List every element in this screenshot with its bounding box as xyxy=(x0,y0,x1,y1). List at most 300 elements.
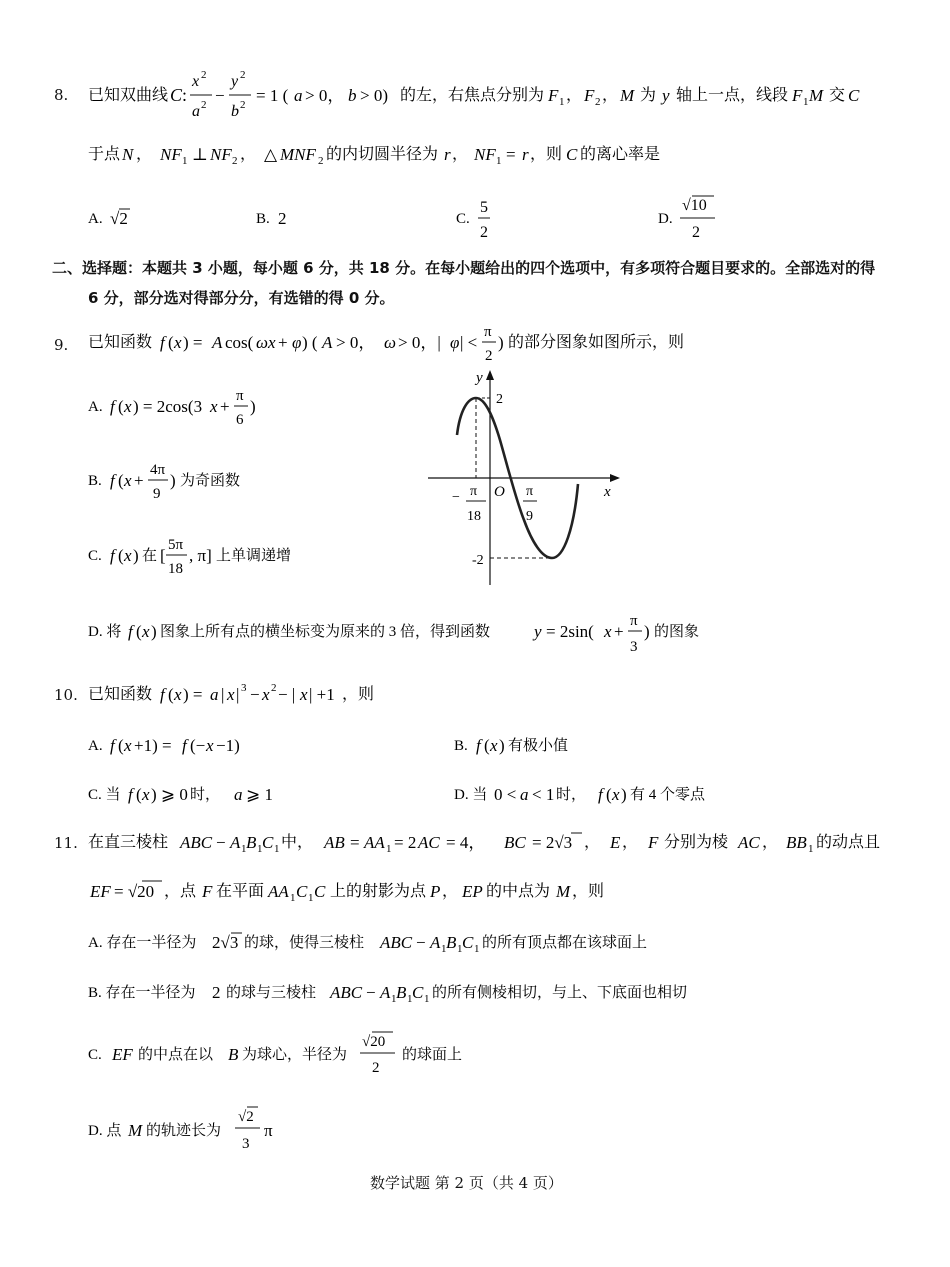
svg-text:的图象: 的图象 xyxy=(654,624,700,640)
svg-text:AA: AA xyxy=(364,833,385,852)
svg-text:F: F xyxy=(548,86,559,105)
svg-text:，: ， xyxy=(442,883,459,900)
svg-text:x: x xyxy=(210,397,218,416)
q11-option-b xyxy=(88,976,768,1012)
svg-text:C: C xyxy=(296,882,308,901)
svg-text:− |: − | xyxy=(278,685,296,704)
svg-text:5: 5 xyxy=(480,199,488,216)
svg-text:的部分图象如图所示，则: 的部分图象如图所示，则 xyxy=(508,334,685,351)
svg-text:E: E xyxy=(610,833,621,852)
svg-text:1: 1 xyxy=(386,843,392,855)
svg-text:): ) xyxy=(250,397,256,416)
svg-text:⊥: ⊥ xyxy=(192,145,208,164)
svg-text:N: N xyxy=(122,145,134,164)
svg-text:x: x xyxy=(206,736,214,755)
svg-text:π: π xyxy=(470,484,478,499)
svg-text:的球，使得三棱柱: 的球，使得三棱柱 xyxy=(244,935,365,951)
svg-text:C.: C. xyxy=(88,548,102,564)
svg-text:1: 1 xyxy=(424,993,430,1005)
svg-text:< 1: < 1 xyxy=(532,785,555,804)
svg-text:9: 9 xyxy=(526,509,533,524)
q9-option-a-formula xyxy=(88,384,308,432)
svg-text:D. 当: D. 当 xyxy=(454,787,488,803)
svg-text:x: x xyxy=(124,736,132,755)
section2-line2: 6 分，部分选对得部分分，有选错的得 0 分。 xyxy=(88,289,395,307)
q8-line1-formula xyxy=(88,66,888,128)
svg-text:= 1 (: = 1 ( xyxy=(256,86,289,105)
svg-text:M: M xyxy=(556,882,571,901)
svg-text:π: π xyxy=(484,324,492,340)
svg-text:，: ， xyxy=(584,834,601,851)
svg-text:+: + xyxy=(614,622,624,641)
svg-text:) ⩾ 0: ) ⩾ 0 xyxy=(151,785,188,804)
svg-text:+: + xyxy=(134,471,144,490)
svg-text:2: 2 xyxy=(692,224,700,241)
svg-text:2: 2 xyxy=(595,96,601,108)
svg-text:(: ( xyxy=(168,333,174,352)
q11-option-d-formula xyxy=(88,1100,348,1156)
svg-text:18: 18 xyxy=(467,509,481,524)
svg-text:MNF: MNF xyxy=(280,145,316,164)
svg-text:AB: AB xyxy=(324,833,345,852)
svg-text:−: − xyxy=(250,685,260,704)
svg-text:φ: φ xyxy=(292,333,302,352)
svg-text:为: 为 xyxy=(640,87,657,104)
x-tick-left xyxy=(452,484,486,524)
svg-text:ABC: ABC xyxy=(380,933,413,952)
svg-text:F: F xyxy=(648,833,659,852)
svg-text:已知函数: 已知函数 xyxy=(88,686,153,703)
svg-text:的中点为: 的中点为 xyxy=(486,883,551,900)
svg-text:2: 2 xyxy=(318,155,324,167)
q10-options-row1 xyxy=(88,730,768,764)
svg-text:1: 1 xyxy=(241,843,247,855)
q11-option-b-formula xyxy=(88,976,768,1008)
svg-text:1: 1 xyxy=(496,155,502,167)
svg-text:(: ( xyxy=(606,785,612,804)
svg-text:在平面: 在平面 xyxy=(216,883,265,900)
svg-text:x: x xyxy=(192,73,200,90)
svg-text:中，: 中， xyxy=(281,834,314,851)
svg-text:有极小值: 有极小值 xyxy=(508,738,569,754)
svg-text:1: 1 xyxy=(474,943,480,955)
svg-text:B: B xyxy=(246,833,257,852)
svg-text:2: 2 xyxy=(201,69,207,81)
svg-text:x: x xyxy=(490,736,498,755)
svg-text:1: 1 xyxy=(808,843,814,855)
svg-text:有 4 个零点: 有 4 个零点 xyxy=(630,787,706,803)
svg-text:D. 点: D. 点 xyxy=(88,1123,122,1139)
svg-text:，: ， xyxy=(602,87,619,104)
svg-text:BB: BB xyxy=(786,833,807,852)
y-min-label: -2 xyxy=(472,553,484,568)
svg-text:时，: 时， xyxy=(190,787,221,803)
svg-text:|: | xyxy=(236,685,240,704)
svg-text:(: ( xyxy=(118,397,124,416)
svg-text:EF: EF xyxy=(112,1045,133,1064)
svg-text:EP: EP xyxy=(462,882,483,901)
svg-text:B: B xyxy=(396,983,407,1002)
svg-text:=: = xyxy=(506,145,516,164)
svg-text:A: A xyxy=(430,933,441,952)
svg-text:= 2: = 2 xyxy=(394,833,417,852)
svg-text:2: 2 xyxy=(212,983,221,1002)
svg-text:，: ， xyxy=(452,146,469,163)
svg-text:NF: NF xyxy=(160,145,182,164)
q11-line1 xyxy=(88,826,908,862)
svg-text:= 4，: = 4， xyxy=(446,833,486,852)
svg-text:ω: ω xyxy=(384,333,397,352)
q11-number: 11. xyxy=(54,834,78,852)
svg-text:√2: √2 xyxy=(110,209,128,228)
origin-label: O xyxy=(494,484,505,500)
svg-text:> 0，: > 0， xyxy=(305,86,345,105)
svg-text:M: M xyxy=(809,86,824,105)
q10-stem-formula xyxy=(88,678,508,708)
svg-text:C: C xyxy=(314,882,326,901)
svg-text:a: a xyxy=(234,785,243,804)
svg-text:π: π xyxy=(526,484,534,499)
svg-text:交: 交 xyxy=(829,87,846,104)
svg-text:A: A xyxy=(212,333,223,352)
svg-text:上的射影为点: 上的射影为点 xyxy=(330,883,427,900)
svg-text:, π]: , π] xyxy=(189,546,212,565)
svg-text:= √20: = √20 xyxy=(114,882,155,901)
svg-text:1: 1 xyxy=(182,155,188,167)
svg-text:f: f xyxy=(160,685,165,704)
svg-text:已知双曲线: 已知双曲线 xyxy=(88,87,169,104)
svg-text:φ: φ xyxy=(450,333,460,352)
q11-line1-formula xyxy=(88,826,908,858)
svg-text:AC: AC xyxy=(738,833,760,852)
svg-text:1: 1 xyxy=(559,96,565,108)
q10-stem xyxy=(88,678,508,712)
svg-text:，: ， xyxy=(136,146,153,163)
svg-text:轴上一点，线段: 轴上一点，线段 xyxy=(676,87,789,104)
svg-text:的离心率是: 的离心率是 xyxy=(580,146,661,163)
svg-text:f: f xyxy=(128,785,133,804)
svg-text:(: ( xyxy=(136,785,142,804)
svg-text:2: 2 xyxy=(278,209,287,228)
svg-text:的所有顶点都在该球面上: 的所有顶点都在该球面上 xyxy=(482,935,648,951)
q9-graph xyxy=(424,360,634,594)
svg-text:√20: √20 xyxy=(362,1034,386,1050)
svg-text:+: + xyxy=(220,397,230,416)
svg-text:ABC: ABC xyxy=(180,833,213,852)
q10-options-row1-formula xyxy=(88,730,768,760)
svg-text:C.: C. xyxy=(456,211,470,227)
svg-text:A.: A. xyxy=(88,399,103,415)
svg-text:f: f xyxy=(110,397,115,416)
svg-text:5π: 5π xyxy=(168,537,184,553)
svg-text:分别为棱: 分别为棱 xyxy=(664,834,729,851)
svg-text:1: 1 xyxy=(308,892,314,904)
svg-text:1: 1 xyxy=(290,892,296,904)
svg-text:f: f xyxy=(182,736,187,755)
svg-text:A. 存在一半径为: A. 存在一半径为 xyxy=(88,935,197,951)
y-max-label: 2 xyxy=(496,392,503,407)
svg-text:AC: AC xyxy=(418,833,440,852)
svg-text:f: f xyxy=(160,333,165,352)
svg-text:2: 2 xyxy=(372,1060,380,1076)
q8-options xyxy=(88,190,788,250)
svg-text:BC: BC xyxy=(504,833,526,852)
svg-text:的所有侧棱相切，与上、下底面也相切: 的所有侧棱相切，与上、下底面也相切 xyxy=(432,985,688,1001)
svg-text:) =: ) = xyxy=(183,685,203,704)
svg-text:): ) xyxy=(133,546,139,565)
svg-text:x: x xyxy=(174,685,182,704)
svg-text:C: C xyxy=(170,85,183,105)
svg-text:−: − xyxy=(216,833,226,852)
svg-text:−: − xyxy=(366,983,376,1002)
q9-stem xyxy=(88,318,738,374)
svg-text:f: f xyxy=(476,736,481,755)
q10-options-row2-formula xyxy=(88,779,788,809)
svg-text:B.: B. xyxy=(454,738,468,754)
svg-text:(: ( xyxy=(118,471,124,490)
q8-number: 8. xyxy=(54,86,69,104)
q9-option-c-formula xyxy=(88,530,338,580)
svg-text:+1) =: +1) = xyxy=(134,736,172,755)
svg-text:C: C xyxy=(412,983,424,1002)
svg-text:x: x xyxy=(124,546,132,565)
svg-text:ωx: ωx xyxy=(256,333,276,352)
svg-text:x: x xyxy=(300,685,308,704)
q9-option-a xyxy=(88,384,308,436)
svg-text:EF: EF xyxy=(90,882,111,901)
svg-text:A: A xyxy=(322,333,333,352)
q8-line2 xyxy=(88,140,788,172)
svg-text:2: 2 xyxy=(240,99,246,111)
svg-text:√2: √2 xyxy=(238,1109,254,1125)
svg-text:x: x xyxy=(227,685,235,704)
svg-text:−1): −1) xyxy=(216,736,240,755)
svg-text:f: f xyxy=(598,785,603,804)
svg-text:−: − xyxy=(452,490,460,505)
svg-text:A.: A. xyxy=(88,211,103,227)
svg-text:时，: 时， xyxy=(556,787,587,803)
svg-text:C: C xyxy=(462,933,474,952)
x-axis-label: x xyxy=(604,484,611,500)
svg-text:2: 2 xyxy=(232,155,238,167)
svg-text:x: x xyxy=(174,333,182,352)
svg-text:A: A xyxy=(230,833,241,852)
svg-text:r: r xyxy=(444,145,451,164)
q9-stem-formula xyxy=(88,318,738,370)
svg-text:y: y xyxy=(231,73,239,90)
svg-text:D.: D. xyxy=(658,211,673,227)
svg-text:a: a xyxy=(210,685,219,704)
svg-text:F: F xyxy=(202,882,213,901)
q8-line1 xyxy=(88,66,888,132)
svg-text:) = 2cos(3: ) = 2cos(3 xyxy=(133,397,203,416)
svg-text:NF: NF xyxy=(210,145,232,164)
svg-text:，则: ，则 xyxy=(342,686,375,703)
svg-text:0 <: 0 < xyxy=(494,785,517,804)
svg-text:⩾ 1: ⩾ 1 xyxy=(246,785,273,804)
svg-text:| <: | < xyxy=(460,333,478,352)
svg-text:−: − xyxy=(215,86,225,105)
svg-text:的球与三棱柱: 的球与三棱柱 xyxy=(226,985,317,1001)
svg-text:(: ( xyxy=(484,736,490,755)
svg-text:，: ， xyxy=(566,87,583,104)
svg-text:f: f xyxy=(128,622,133,641)
svg-text:NF: NF xyxy=(474,145,496,164)
svg-text:于点: 于点 xyxy=(88,146,121,163)
svg-text:a: a xyxy=(192,103,200,120)
svg-text:B.: B. xyxy=(256,211,270,227)
svg-text:= 2sin(: = 2sin( xyxy=(546,622,594,641)
q9-option-d xyxy=(88,606,728,662)
q9-option-b xyxy=(88,456,308,510)
svg-text:): ) xyxy=(499,736,505,755)
svg-text:| +1: | +1 xyxy=(309,685,335,704)
svg-text:f: f xyxy=(110,736,115,755)
svg-text:的中点在以: 的中点在以 xyxy=(138,1047,214,1063)
svg-text:3: 3 xyxy=(241,682,247,694)
svg-text:2: 2 xyxy=(480,224,488,241)
q9-number: 9. xyxy=(54,336,69,354)
svg-text:): ) xyxy=(498,333,504,352)
svg-text:b: b xyxy=(348,86,357,105)
svg-text:> 0): > 0) xyxy=(360,86,388,105)
svg-text:C. 当: C. 当 xyxy=(88,787,121,803)
svg-text:B. 存在一半径为: B. 存在一半径为 xyxy=(88,985,196,1001)
svg-text:，则: ，则 xyxy=(530,146,563,163)
svg-text:18: 18 xyxy=(168,561,183,577)
page-footer: 数学试题 第 2 页（共 4 页） xyxy=(370,1174,563,1192)
y-axis-label: y xyxy=(476,370,483,386)
q9-option-c xyxy=(88,530,338,584)
svg-text:上单调递增: 上单调递增 xyxy=(216,548,292,564)
svg-text:> 0，: > 0， xyxy=(336,333,376,352)
svg-text:1: 1 xyxy=(274,843,280,855)
svg-text:cos(: cos( xyxy=(225,333,254,352)
svg-text:C: C xyxy=(262,833,274,852)
q11-option-c-formula xyxy=(88,1026,548,1080)
svg-text:3: 3 xyxy=(630,639,638,655)
svg-text:f: f xyxy=(110,471,115,490)
svg-text:b: b xyxy=(231,103,239,120)
svg-text:|: | xyxy=(221,685,225,704)
svg-text:1: 1 xyxy=(257,843,263,855)
svg-text:，点: ，点 xyxy=(164,883,197,900)
svg-text:C.: C. xyxy=(88,1047,102,1063)
svg-text:): ) xyxy=(151,622,157,641)
svg-text:1: 1 xyxy=(441,943,447,955)
svg-text:x: x xyxy=(124,471,132,490)
svg-text:y: y xyxy=(662,86,670,105)
q9-option-b-formula xyxy=(88,456,308,506)
svg-text:(: ( xyxy=(136,622,142,641)
svg-text:的动点且: 的动点且 xyxy=(816,834,881,851)
q11-option-d xyxy=(88,1100,348,1160)
q11-line2-formula xyxy=(88,872,768,908)
svg-text:C: C xyxy=(848,86,860,105)
svg-text:(: ( xyxy=(118,546,124,565)
svg-text:2: 2 xyxy=(201,99,207,111)
svg-text:为球心，半径为: 为球心，半径为 xyxy=(242,1047,348,1063)
svg-text:1: 1 xyxy=(803,96,809,108)
svg-text:π: π xyxy=(236,388,244,404)
svg-text:3: 3 xyxy=(242,1136,250,1152)
svg-text:A: A xyxy=(380,983,391,1002)
svg-text:[: [ xyxy=(160,546,166,565)
svg-text:C: C xyxy=(566,145,578,164)
svg-text:已知函数: 已知函数 xyxy=(88,334,153,351)
svg-text:): ) xyxy=(644,622,650,641)
svg-text:，: ， xyxy=(240,146,257,163)
svg-text:π: π xyxy=(630,613,638,629)
q11-option-a-formula xyxy=(88,926,728,958)
svg-text:r: r xyxy=(522,145,529,164)
svg-text:= 2√3: = 2√3 xyxy=(532,833,573,852)
svg-text:) (: ) ( xyxy=(302,333,318,352)
section2-line1: 二、选择题：本题共 3 小题，每小题 6 分，共 18 分。在每小题给出的四个选项中，有多项符合题目要求的。全部选对的得 xyxy=(52,259,876,277)
svg-text:的内切圆半径为: 的内切圆半径为 xyxy=(326,146,439,163)
svg-text:9: 9 xyxy=(153,486,161,502)
svg-text:B: B xyxy=(446,933,457,952)
svg-text:(: ( xyxy=(118,736,124,755)
svg-text:为奇函数: 为奇函数 xyxy=(180,473,241,489)
q10-options-row2 xyxy=(88,779,788,813)
svg-text:√10: √10 xyxy=(682,197,707,214)
svg-text:2√3: 2√3 xyxy=(212,933,239,952)
svg-text:的轨迹长为: 的轨迹长为 xyxy=(146,1123,222,1139)
svg-text:P: P xyxy=(430,882,441,901)
svg-text:的左，右焦点分别为: 的左，右焦点分别为 xyxy=(400,87,545,104)
q11-option-a xyxy=(88,926,728,962)
svg-text:AA: AA xyxy=(268,882,289,901)
svg-text:f: f xyxy=(110,546,115,565)
svg-text:(: ( xyxy=(168,685,174,704)
svg-text:M: M xyxy=(128,1121,143,1140)
svg-text:F: F xyxy=(792,86,803,105)
svg-text:): ) xyxy=(170,471,176,490)
svg-text:−: − xyxy=(416,933,426,952)
y-axis-arrow xyxy=(486,370,494,380)
svg-text:，则: ，则 xyxy=(572,883,605,900)
svg-text:2: 2 xyxy=(240,69,246,81)
svg-text:A.: A. xyxy=(88,738,103,754)
svg-text:2: 2 xyxy=(271,682,277,694)
svg-text:6: 6 xyxy=(236,412,244,428)
x-axis-arrow xyxy=(610,474,620,482)
svg-text:D. 将: D. 将 xyxy=(88,624,122,640)
svg-text:y: y xyxy=(534,622,542,641)
svg-text:x: x xyxy=(142,622,150,641)
svg-text:1: 1 xyxy=(391,993,397,1005)
svg-text:在: 在 xyxy=(142,548,158,564)
x-tick-right xyxy=(523,484,537,524)
svg-text:的球面上: 的球面上 xyxy=(402,1047,463,1063)
q8-options-formula xyxy=(88,190,788,246)
svg-text:F: F xyxy=(584,86,595,105)
svg-text:=: = xyxy=(350,833,360,852)
svg-text:图象上所有点的横坐标变为原来的 3 倍，得到函数: 图象上所有点的横坐标变为原来的 3 倍，得到函数 xyxy=(160,624,491,640)
svg-text:4π: 4π xyxy=(150,462,166,478)
svg-text:x: x xyxy=(142,785,150,804)
svg-text:a: a xyxy=(520,785,529,804)
svg-text:(−: (− xyxy=(190,736,206,755)
svg-text:，: ， xyxy=(622,834,639,851)
svg-text:1: 1 xyxy=(407,993,413,1005)
svg-text:ABC: ABC xyxy=(330,983,363,1002)
svg-text:B.: B. xyxy=(88,473,102,489)
svg-text:1: 1 xyxy=(457,943,463,955)
q9-graph-svg xyxy=(424,360,634,590)
q9-option-d-formula xyxy=(88,606,728,658)
